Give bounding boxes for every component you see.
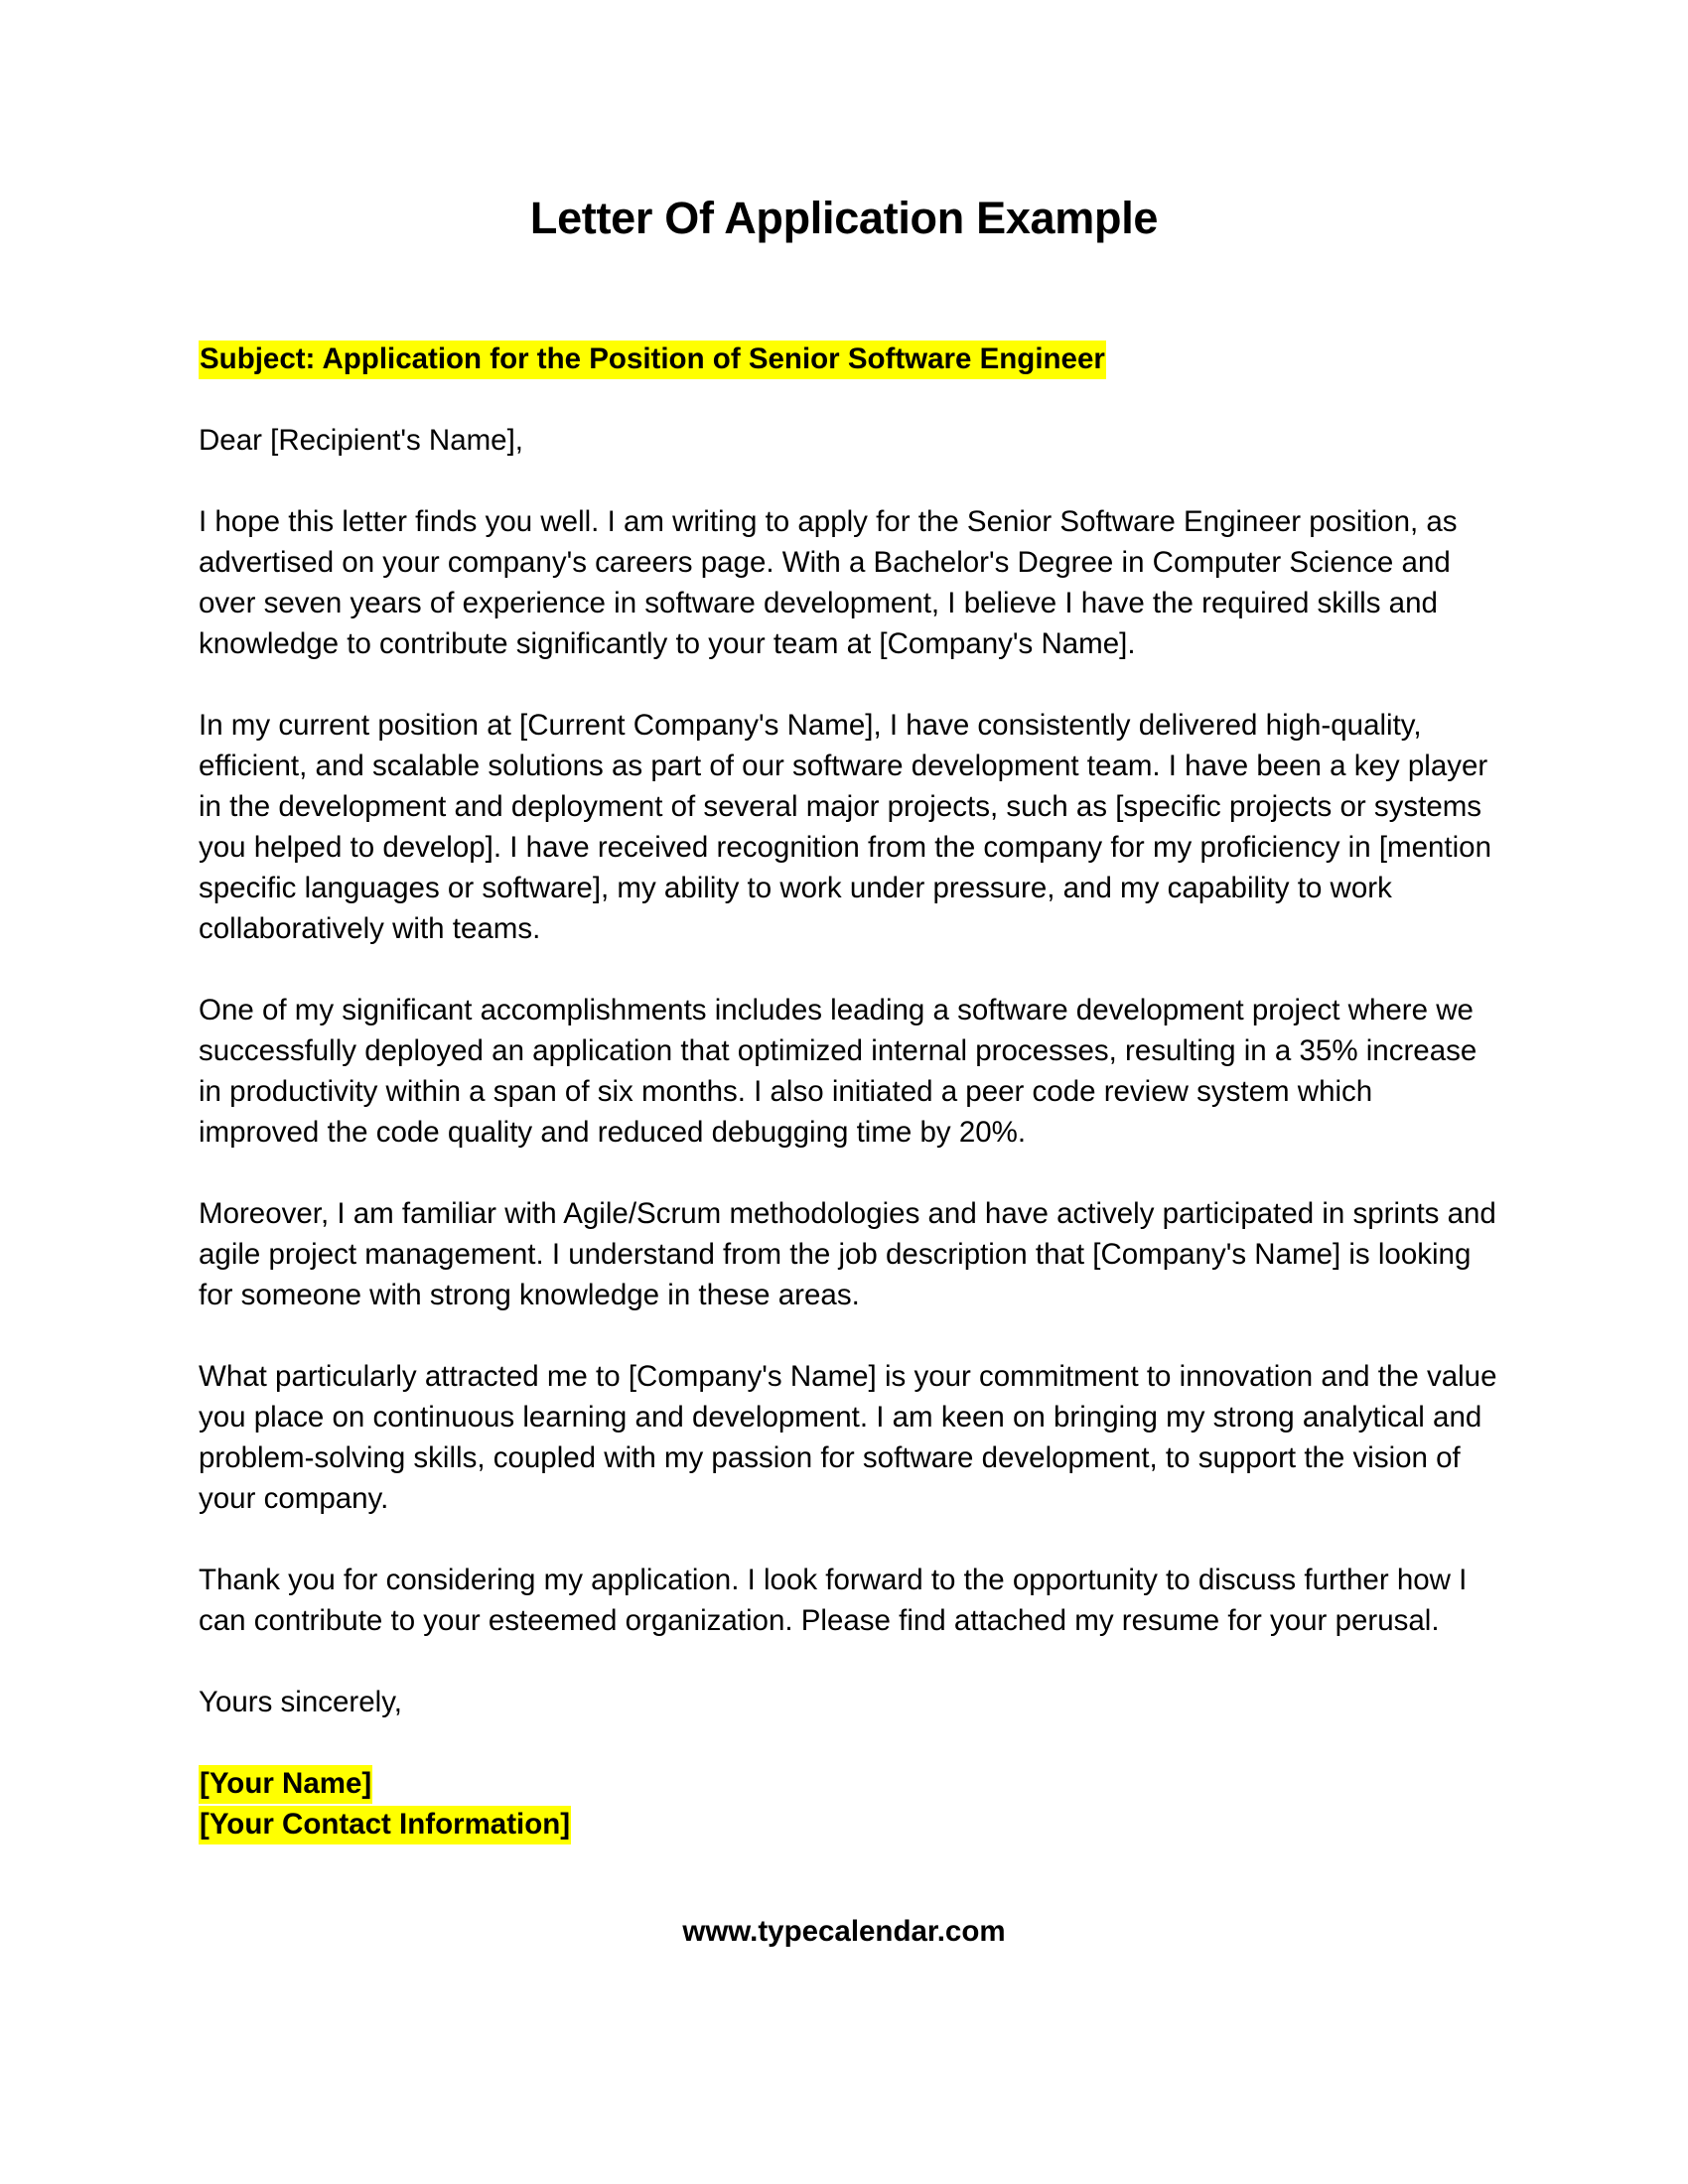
signature-block	[199, 1763, 1499, 1844]
signature-contact: [Your Contact Information]	[199, 1806, 571, 1844]
signature-name-line	[199, 1763, 1499, 1804]
paragraph-current-position: In my current position at [Current Company's Name], I have consistently delivered high-quality, efficient, and scalable solutions as part of our software development team. I have been a key player in the development and deployment of several major projects, such as [specific projects or systems you helped to develop]. I have received recognition from the company for my proficiency in [mention specific languages or software], my ability to work under pressure, and my capability to work collaboratively with teams.	[199, 709, 1491, 945]
subject-highlight: Subject: Application for the Position of Senior Software Engineer	[199, 341, 1106, 379]
signature-name: [Your Name]	[199, 1765, 372, 1804]
signature-contact-line	[199, 1804, 1499, 1844]
closing: Yours sincerely,	[199, 1686, 402, 1718]
subject-line	[199, 339, 1499, 379]
paragraph-methodologies: Moreover, I am familiar with Agile/Scrum methodologies and have actively participated in sprints and agile project management. I understand from the job description that [Company's Name] is looking for someone with strong knowledge in these areas.	[199, 1197, 1496, 1311]
paragraph-motivation: What particularly attracted me to [Company's Name] is your commitment to innovation and the value you place on continuous learning and development. I am keen on bringing my strong analytical and problem-solving skills, coupled with my passion for software development, to support the vision of your company.	[199, 1360, 1497, 1515]
salutation: Dear [Recipient's Name],	[199, 424, 523, 457]
paragraph-intro: I hope this letter finds you well. I am writing to apply for the Senior Software Engineer position, as advertised on your company's careers page. With a Bachelor's Degree in Computer Science and over seven years of experience in software development, I believe I have the required skills and knowledge to contribute significantly to your team at [Company's Name].	[199, 505, 1458, 660]
paragraph-accomplishments: One of my significant accomplishments includes leading a software development project where we successfully deployed an application that optimized internal processes, resulting in a 35% increase in productivity within a span of six months. I also initiated a peer code review system which improved the code quality and reduced debugging time by 20%.	[199, 994, 1477, 1149]
document-title: Letter Of Application Example	[529, 193, 1159, 243]
paragraph-thanks: Thank you for considering my application. I look forward to the opportunity to discuss further how I can contribute to your esteemed organization. Please find attached my resume for your perusal.	[199, 1564, 1468, 1637]
letter-body	[199, 339, 1499, 1844]
footer-website: www.typecalendar.com	[682, 1915, 1006, 1948]
